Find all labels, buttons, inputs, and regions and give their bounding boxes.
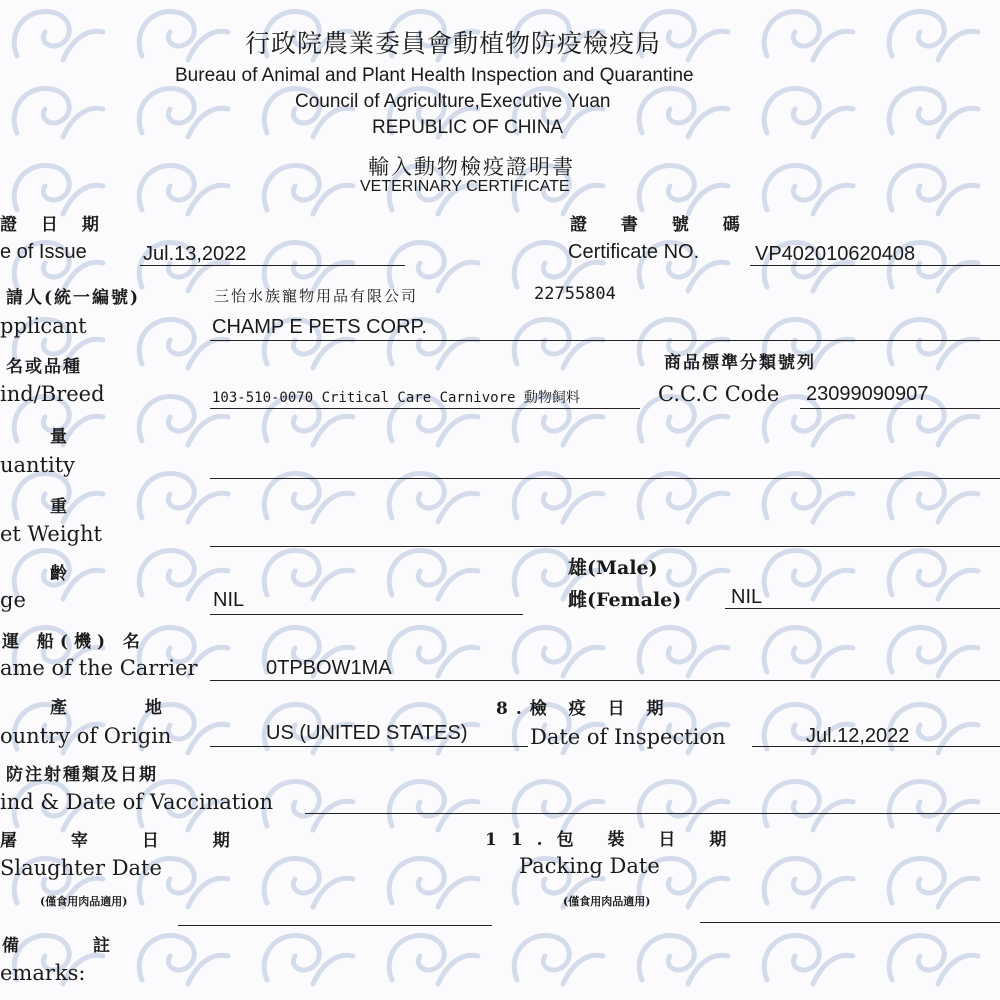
vaccination-label-cn: 防注射種類及日期 (6, 765, 158, 785)
age-label-cn: 齡 (50, 564, 76, 584)
document-title-english: VETERINARY CERTIFICATE (360, 178, 570, 195)
issue-date-label: e of Issue (0, 241, 87, 263)
ccc-value: 23099090907 (806, 383, 929, 405)
age-label: ge (0, 588, 26, 612)
carrier-label-cn: 運 船(機) 名 (2, 632, 146, 652)
document-title-chinese: 輸入動物檢疫證明書 (368, 155, 575, 179)
male-label: 雄(Male) (568, 557, 658, 579)
female-label: 雌(Female) (568, 589, 682, 611)
kind-label: ind/Breed (0, 382, 105, 406)
quantity-label: uantity (0, 453, 76, 477)
age-value: NIL (213, 589, 245, 611)
ccc-line (800, 408, 1000, 409)
packing-line (700, 922, 1000, 923)
country-name: REPUBLIC OF CHINA (372, 117, 564, 138)
slaughter-label-cn: 屠 宰 日 期 (0, 831, 254, 851)
certificate-no-line (750, 265, 1000, 266)
certificate-no-label-cn: 證 書 號 碼 (570, 215, 754, 235)
kind-label-cn: 名或品種 (6, 357, 82, 377)
slaughter-note: (僅食用肉品適用) (40, 895, 128, 908)
net-weight-label-cn: 重 (50, 497, 76, 517)
applicant-label: pplicant (0, 314, 87, 338)
agency-name-english: Bureau of Animal and Plant Health Inspection and Quarantine (175, 65, 694, 86)
sex-value: NIL (731, 586, 763, 608)
certificate-no-label: Certificate NO. (568, 241, 700, 263)
carrier-line (210, 680, 1000, 681)
ccc-label: C.C.C Code (658, 382, 780, 406)
slaughter-line (178, 925, 492, 926)
ccc-label-cn: 商品標準分類號列 (664, 353, 816, 373)
net-weight-line (210, 546, 1000, 547)
inspection-line (752, 746, 1000, 747)
certificate-no-value: VP402010620408 (755, 243, 916, 265)
quantity-label-cn: 量 (50, 427, 76, 447)
quantity-line (210, 478, 1000, 479)
packing-note: (僅食用肉品適用) (563, 895, 651, 908)
issue-date-label-cn: 證 日 期 (0, 215, 108, 235)
packing-label-cn: 11.包 裝 日 期 (485, 830, 741, 850)
vaccination-label: ind & Date of Vaccination (0, 790, 274, 814)
origin-label-cn: 產 地 (50, 698, 198, 718)
vaccination-line (305, 813, 1000, 814)
carrier-label: ame of the Carrier (0, 656, 198, 680)
applicant-line (210, 340, 1000, 341)
sex-line (725, 608, 1000, 609)
age-line (210, 614, 523, 615)
applicant-tax-id: 22755804 (534, 284, 616, 304)
applicant-label-cn: 請人(統一編號) (6, 288, 141, 308)
origin-line (210, 746, 528, 747)
slaughter-label: Slaughter Date (0, 856, 162, 880)
kind-value: 103-510-0070 Critical Care Carnivore 動物飼料 (212, 390, 580, 406)
carrier-value: 0TPBOW1MA (266, 657, 392, 679)
applicant-name-cn: 三怡水族寵物用品有限公司 (214, 287, 419, 305)
agency-name-chinese: 行政院農業委員會動植物防疫檢疫局 (245, 29, 662, 58)
net-weight-label: et Weight (0, 522, 102, 546)
remarks-label-cn: 備 註 (2, 936, 144, 956)
inspection-label: Date of Inspection (530, 725, 726, 749)
council-name: Council of Agriculture,Executive Yuan (295, 91, 611, 112)
inspection-value: Jul.12,2022 (806, 725, 910, 747)
applicant-name: CHAMP E PETS CORP. (212, 316, 427, 338)
kind-line (210, 408, 640, 409)
origin-value: US (UNITED STATES) (266, 722, 468, 744)
remarks-label: emarks: (0, 961, 86, 985)
issue-date-line (140, 265, 405, 266)
inspection-label-cn: 8.檢 疫 日 期 (496, 699, 672, 719)
issue-date-value: Jul.13,2022 (143, 243, 247, 265)
packing-label: Packing Date (519, 854, 660, 878)
origin-label: ountry of Origin (0, 724, 172, 748)
